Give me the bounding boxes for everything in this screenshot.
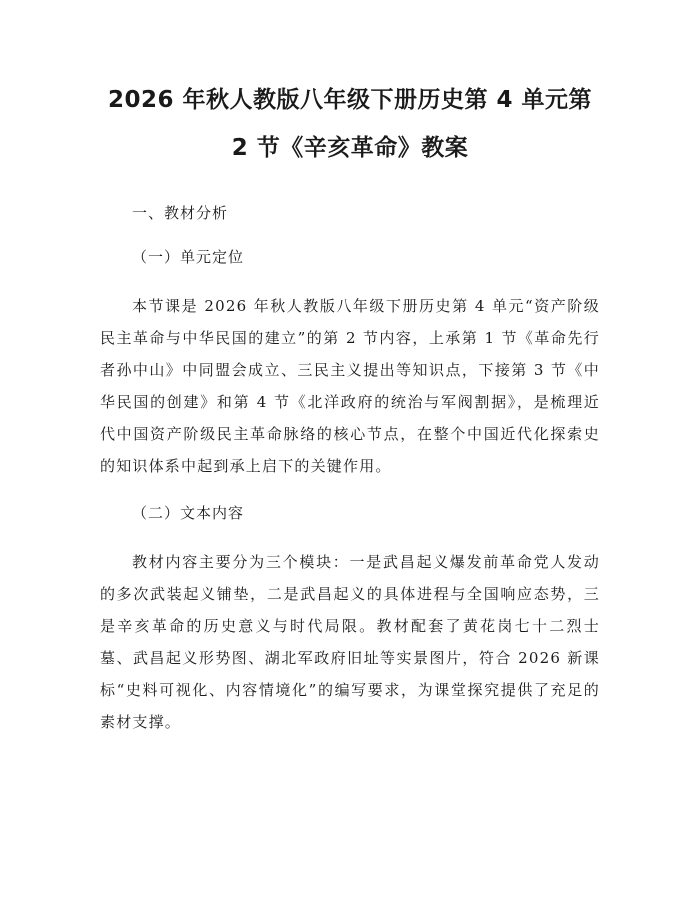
- paragraph-text-content: 教材内容主要分为三个模块：一是武昌起义爆发前革命党人发动的多次武装起义铺垫，二是武昌起义的具体进程与全国响应态势，三是辛亥革命的历史意义与时代局限。教材配套了黄花岗七十二烈士墓、武昌起义形势图、湖北军政府旧址等实景图片，符合 2026 新课标“史料可视化、内容情境化”的编写要求，为课堂探究提供了充足的素材支撑。: [100, 553, 600, 731]
- title-line-1: 2026 年秋人教版八年级下册历史第 4 单元第: [107, 87, 593, 113]
- paragraph-unit-position: 本节课是 2026 年秋人教版八年级下册历史第 4 单元“资产阶级民主革命与中华民国的建立”的第 2 节内容，上承第 1 节《革命先行者孙中山》中同盟会成立、三民主义提出等知识点，下接第 3 节《中华民国的创建》和第 4 节《北洋政府的统治与军阀割据》，是梳理近代中国资产阶级民主革命脉络的核心节点，在整个中国近代化探索史的知识体系中起到承上启下的关键作用。: [100, 297, 600, 475]
- document-title: [100, 76, 600, 172]
- title-line-2: 2 节《辛亥革命》教案: [231, 135, 469, 161]
- section-heading-textbook-analysis: 一、教材分析: [132, 204, 229, 222]
- subsection-heading-unit-position: （一）单元定位: [132, 248, 245, 266]
- subsection-heading-text-content: （二）文本内容: [132, 504, 245, 522]
